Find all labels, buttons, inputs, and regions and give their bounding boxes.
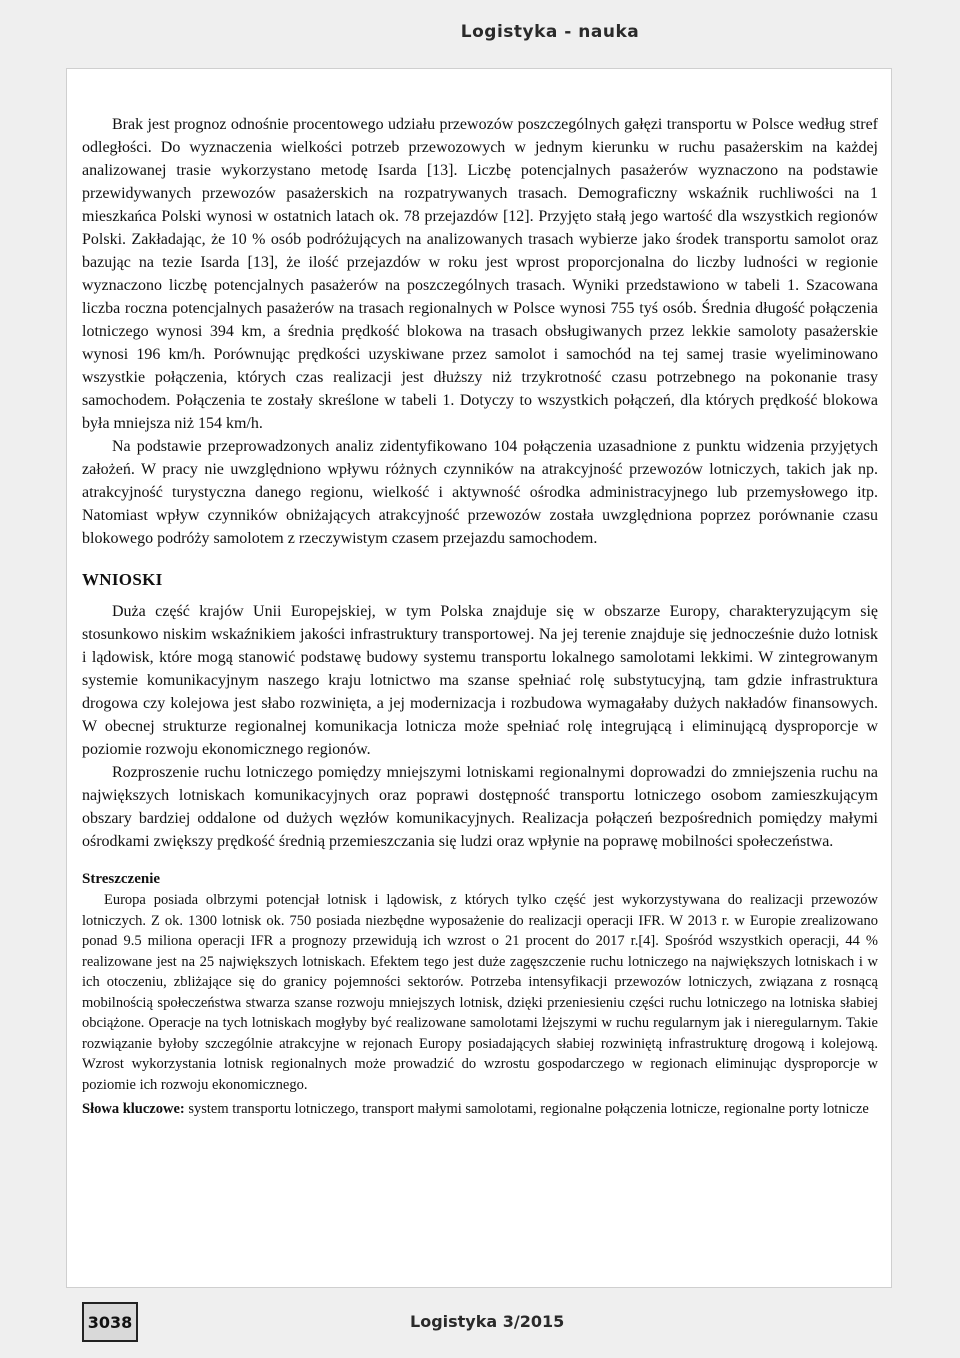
body-paragraph: Na podstawie przeprowadzonych analiz zidentyfikowano 104 połączenia uzasadnione z punktu widzenia przyjętych założeń. W pracy nie uwzględniono wpływu różnych czynników na atrakcyjność przewozów lotniczych, takich jak np. atrakcyjność turystyczna danego regionu, wielkość i aktywność ośrodka administracyjnego lub przemysłowego itp. Natomiast wpływ czynników obniżających atrakcyjność przewozów została uwzględniona poprzez porównanie czasu blokowego podróży samolotem z rzeczywistym czasem przejazdu samochodem. <box>82 438 878 547</box>
conclusions-heading: WNIOSKI <box>82 570 163 589</box>
keywords <box>82 1099 878 1120</box>
body-paragraph: Brak jest prognoz odnośnie procentowego udziału przewozów poszczególnych gałęzi transportu w Polsce według stref odległości. Do wyznaczenia wielkości potrzeb przewozowych w jednym kierunku w ruchu pasażerskim na każdej analizowanej trasie wykorzystano metodę Isarda [13]. Liczbę potencjalnych pasażerów wyznaczono na podstawie przewidywanych przewozów pasażerskich na rozpatrywanych trasach. Demograficzny wskaźnik ruchliwości na 1 mieszkańca Polski wynosi w ostatnich latach ok. 78 przejazdów [12]. Przyjęto stałą jego wartość dla wszystkich regionów Polski. Zakładając, że 10 % osób podróżujących na analizowanych trasach wybierze jako środek transportu samolot oraz bazując na tezie Isarda [13], że ilość przejazdów w roku jest wprost proporcjonalna do liczby ludności w regionie wyznaczono liczbę potencjalnych pasażerów na poszczególnych trasach. Wyniki przedstawiono w tabeli 1. Szacowana liczba roczna potencjalnych pasażerów na trasach regionalnych w Polsce wynosi 755 tyś osób. Średnia długość połączenia lotniczego wynosi 394 km, a średnia prędkość blokowa na trasach obsługiwanych przez lekkie samoloty pasażerskie wynosi 196 km/h. Porównując prędkości uzyskiwane przez samolot i samochód na tej samej trasie wyeliminowano wszystkie połączenia, których czas realizacji jest dłuższy niż trzykrotność czasu potrzebnego na pokonanie trasy samochodem. Połączenia te zostały skreślone w tabeli 1. Dotyczy to wszystkich połączeń, dla których prędkość blokowa była mniejsza niż 154 km/h. <box>82 116 878 432</box>
keywords-text: system transportu lotniczego, transport małymi samolotami, regionalne połączenia lotnicze, regionalne porty lotnicze <box>184 1101 869 1117</box>
running-header: Logistyka - nauka <box>460 22 640 42</box>
journal-issue: Logistyka 3/2015 <box>410 1312 565 1331</box>
abstract-heading: Streszczenie <box>82 871 161 887</box>
article-content <box>82 113 878 1120</box>
conclusions-paragraph: Duża część krajów Unii Europejskiej, w tym Polska znajduje się w obszarze Europy, charakteryzującym się stosunkowo niskim wskaźnikiem jakości infrastruktury transportowej. Na jej terenie znajduje się jednocześnie dużo lotnisk i lądowisk, które mogą stanowić podstawę budowy systemu transportu lokalnego samolotami lekkimi. W zintegrowanym systemie komunikacyjnym naszego kraju lotnictwo ma szanse spełniać rolę substytucyjną, tam gdzie infrastruktura drogowa czy kolejowa jest słabo rozwinięta, a jej modernizacja i rozbudowa wymagałaby dużych nakładów finansowych. W obecnej strukturze regionalnej komunikacja lotnicza może spełniać rolę integrującą i eliminującą dysproporcje w poziomie rozwoju ekonomicznego regionów. <box>82 603 878 758</box>
keywords-label: Słowa kluczowe: <box>82 1101 185 1117</box>
page-number: 3038 <box>82 1302 138 1342</box>
conclusions-paragraph: Rozproszenie ruchu lotniczego pomiędzy mniejszymi lotniskami regionalnymi doprowadzi do zmniejszenia ruchu na największych lotniskach komunikacyjnych oraz poprawi dostępność transportu lotniczego osobom zamieszkującym obszary bardziej oddalone od dużych węzłów komunikacyjnych. Realizacja połączeń bezpośrednich pomiędzy małymi ośrodkami zwiększy prędkość średnią przemieszczania się ludzi oraz wpłynie na poprawę mobilności społeczeństwa. <box>82 764 878 850</box>
abstract-text: Europa posiada olbrzymi potencjał lotnisk i lądowisk, z których tylko część jest wykorzystywana do realizacji przewozów lotniczych. Z ok. 1300 lotnisk ok. 750 posiada niezbędne wyposażenie do realizacji operacji IFR. W 2013 r. w Europie zrealizowano ponad 9.5 miliona operacji IFR a prognozy przewidują ich wzrost o 21 procent do 2017 r.[4]. Spośród wszystkich operacji, 44 % realizowane jest na 25 największych lotniskach. Efektem tego jest duże zagęszczenie ruchu lotniczego na największych lotniskach i w ich otoczeniu, zbliżające się do granicy pojemności sektorów. Potrzeba intensyfikacji przewozów lotniczych, związana z rosnącą mobilnością społeczeństwa stwarza szanse rozwoju mniejszych lotnisk, dzięki przeniesieniu części ruchu lotniczego na lotniska słabiej obciążone. Operacje na tych lotniskach mogłyby być realizowane samolotami lżejszymi w ruchu regularnym jak i nieregularnym. Takie rozwiązanie byłoby szczególnie atrakcyjne w rejonach Europy posiadających słabiej rozwiniętą infrastrukturę drogową i kolejową. Wzrost wykorzystania lotnisk regionalnych może prowadzić do wzrostu gospodarczego w regionach eliminując dysproporcje w poziomie ich rozwoju ekonomicznego. <box>82 892 878 1093</box>
